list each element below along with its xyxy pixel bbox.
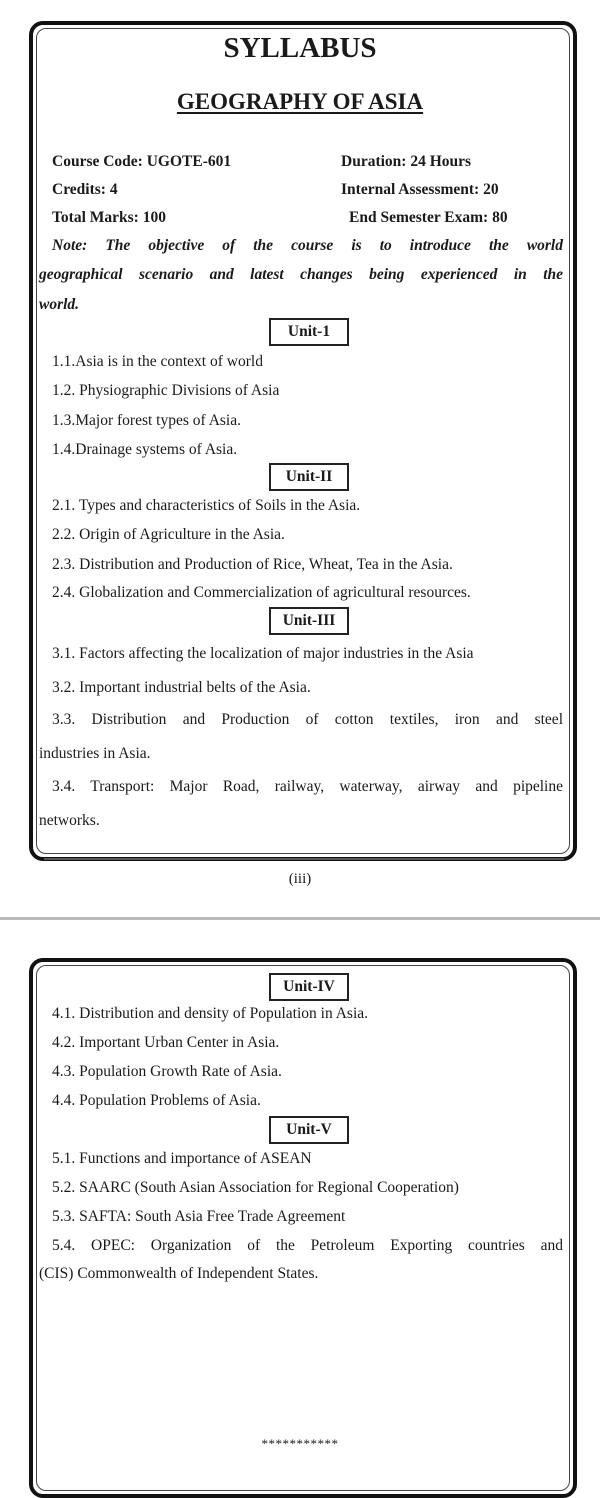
list-item: 4.2. Important Urban Center in Asia. [52, 1034, 280, 1051]
page1-border-shadow [44, 858, 564, 860]
list-item: 1.3.Major forest types of Asia. [52, 412, 241, 429]
list-item: 1.2. Physiographic Divisions of Asia [52, 382, 280, 399]
unit-heading: Unit-II [269, 463, 349, 491]
list-item: 5.4. OPEC: Organization of the Petroleum Exporting countries and [52, 1237, 563, 1254]
credits: Credits: 4 [52, 181, 118, 198]
end-marker: *********** [261, 1436, 339, 1451]
unit-heading: Unit-III [269, 607, 349, 635]
course-title-text: GEOGRAPHY OF ASIA [176, 89, 424, 114]
list-item: 3.3. Distribution and Production of cotton textiles, iron and steel [52, 711, 563, 728]
list-item: 3.4. Transport: Major Road, railway, waterway, airway and pipeline [52, 778, 563, 795]
internal-assessment: Internal Assessment: 20 [341, 181, 499, 198]
list-item: industries in Asia. [39, 745, 151, 762]
list-item: 5.3. SAFTA: South Asia Free Trade Agreement [52, 1208, 346, 1225]
course-code: Course Code: UGOTE-601 [52, 153, 232, 170]
list-item: 2.3. Distribution and Production of Rice, Wheat, Tea in the Asia. [52, 556, 453, 573]
unit-heading: Unit-V [269, 1116, 349, 1144]
list-item: 1.4.Drainage systems of Asia. [52, 441, 238, 458]
note-line: geographical scenario and latest changes being experienced in the [39, 266, 563, 283]
unit-heading: Unit-IV [269, 973, 349, 1001]
list-item: (CIS) Commonwealth of Independent States. [39, 1265, 319, 1282]
list-item: 3.2. Important industrial belts of the Asia. [52, 679, 311, 696]
page-number: (iii) [288, 871, 312, 887]
list-item: 2.1. Types and characteristics of Soils in the Asia. [52, 497, 361, 514]
list-item: 2.4. Globalization and Commercialization of agricultural resources. [52, 584, 471, 601]
note-line: world. [39, 296, 80, 313]
list-item: networks. [39, 812, 100, 829]
list-item: 3.1. Factors affecting the localization of major industries in the Asia [52, 645, 474, 662]
list-item: 2.2. Origin of Agriculture in the Asia. [52, 526, 285, 543]
course-title [0, 89, 600, 115]
duration: Duration: 24 Hours [341, 153, 472, 170]
list-item: 5.1. Functions and importance of ASEAN [52, 1150, 312, 1167]
note-line: Note: The objective of the course is to introduce the world [52, 237, 563, 254]
list-item: 1.1.Asia is in the context of world [52, 353, 263, 370]
list-item: 4.3. Population Growth Rate of Asia. [52, 1063, 282, 1080]
total-marks: Total Marks: 100 [52, 209, 166, 226]
list-item: 4.4. Population Problems of Asia. [52, 1092, 261, 1109]
list-item: 4.1. Distribution and density of Population in Asia. [52, 1005, 369, 1022]
end-semester-exam: End Semester Exam: 80 [349, 209, 508, 226]
page-divider [0, 917, 600, 920]
list-item: 5.2. SAARC (South Asian Association for Regional Cooperation) [52, 1179, 459, 1196]
page-title: SYLLABUS [223, 32, 377, 64]
unit-heading: Unit-1 [269, 318, 349, 346]
